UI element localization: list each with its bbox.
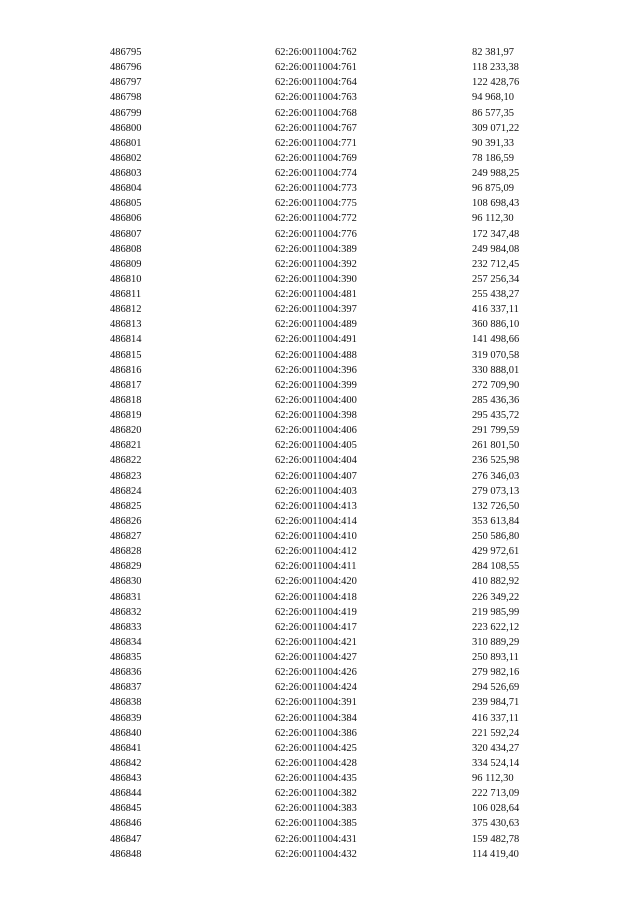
cadastral-value: 279 982,16	[472, 667, 520, 679]
record-number: 486818	[110, 394, 142, 406]
table-row	[0, 272, 640, 287]
cadastral-number: 62:26:0011004:775	[275, 198, 357, 210]
cadastral-value: 410 882,92	[472, 576, 520, 588]
cadastral-number: 62:26:0011004:420	[275, 576, 357, 588]
cadastral-value: 284 108,55	[472, 561, 520, 573]
cadastral-value: 250 893,11	[472, 652, 519, 663]
cadastral-value: 285 436,36	[472, 394, 520, 406]
cadastral-value: 250 586,80	[472, 531, 520, 542]
table-row	[0, 499, 640, 514]
table-row	[0, 680, 640, 695]
table-row	[0, 484, 640, 499]
table-row	[0, 317, 640, 332]
record-number: 486819	[110, 410, 142, 421]
cadastral-value: 295 435,72	[472, 410, 520, 421]
cadastral-value: 219 985,99	[472, 606, 520, 618]
cadastral-value: 78 186,59	[472, 152, 514, 164]
cadastral-value: 122 428,76	[472, 77, 520, 89]
record-number: 486814	[110, 334, 142, 346]
record-number: 486842	[110, 757, 142, 769]
cadastral-number: 62:26:0011004:410	[275, 531, 357, 542]
record-number: 486806	[110, 213, 142, 225]
cadastral-value: 416 337,11	[472, 304, 519, 316]
cadastral-value: 90 391,33	[472, 137, 514, 149]
cadastral-number: 62:26:0011004:398	[275, 410, 357, 421]
cadastral-value: 255 438,27	[472, 289, 520, 300]
cadastral-number: 62:26:0011004:427	[275, 652, 357, 663]
cadastral-number: 62:26:0011004:392	[275, 258, 357, 270]
cadastral-number: 62:26:0011004:764	[275, 77, 357, 89]
table-row	[0, 847, 640, 862]
cadastral-value: 82 381,97	[472, 47, 514, 58]
cadastral-value: 360 886,10	[472, 319, 520, 331]
cadastral-number: 62:26:0011004:414	[275, 515, 357, 527]
cadastral-number: 62:26:0011004:396	[275, 364, 357, 376]
cadastral-value: 223 622,12	[472, 621, 520, 633]
cadastral-value: 86 577,35	[472, 107, 514, 119]
table-row	[0, 438, 640, 453]
table-row	[0, 348, 640, 363]
table-row	[0, 75, 640, 90]
record-number: 486803	[110, 168, 142, 179]
cadastral-number: 62:26:0011004:412	[275, 546, 357, 558]
table-row	[0, 332, 640, 347]
cadastral-value: 429 972,61	[472, 546, 520, 558]
cadastral-number: 62:26:0011004:432	[275, 848, 357, 860]
cadastral-number: 62:26:0011004:419	[275, 606, 357, 618]
record-number: 486810	[110, 273, 142, 285]
cadastral-number: 62:26:0011004:421	[275, 636, 357, 648]
table-row	[0, 832, 640, 847]
record-number: 486827	[110, 531, 142, 542]
table-row	[0, 801, 640, 816]
cadastral-number: 62:26:0011004:431	[275, 833, 357, 845]
cadastral-number: 62:26:0011004:391	[275, 697, 357, 709]
table-row	[0, 60, 640, 75]
record-number: 486815	[110, 349, 142, 361]
table-row	[0, 726, 640, 741]
cadastral-number: 62:26:0011004:769	[275, 152, 357, 164]
record-number: 486817	[110, 379, 142, 391]
table-row	[0, 605, 640, 620]
table-row	[0, 816, 640, 831]
cadastral-value: 353 613,84	[472, 515, 520, 527]
cadastral-number: 62:26:0011004:386	[275, 727, 357, 739]
table-row	[0, 559, 640, 574]
cadastral-value: 261 801,50	[472, 440, 520, 452]
record-number: 486805	[110, 198, 142, 210]
table-row	[0, 650, 640, 665]
cadastral-number: 62:26:0011004:397	[275, 304, 357, 316]
cadastral-number: 62:26:0011004:767	[275, 122, 357, 134]
table-row	[0, 423, 640, 438]
cadastral-number: 62:26:0011004:424	[275, 682, 357, 694]
cadastral-value: 416 337,11	[472, 712, 519, 724]
table-row	[0, 529, 640, 544]
cadastral-number: 62:26:0011004:407	[275, 470, 357, 482]
record-number: 486843	[110, 773, 142, 784]
cadastral-value: 96 112,30	[472, 213, 514, 225]
cadastral-value: 294 526,69	[472, 682, 520, 694]
cadastral-value: 334 524,14	[472, 757, 520, 769]
cadastral-value: 310 889,29	[472, 636, 520, 648]
table-row	[0, 378, 640, 393]
cadastral-number: 62:26:0011004:768	[275, 107, 357, 119]
table-row	[0, 90, 640, 105]
cadastral-value: 375 430,63	[472, 818, 520, 830]
record-number: 486844	[110, 788, 142, 800]
cadastral-number: 62:26:0011004:404	[275, 455, 357, 467]
cadastral-value: 249 984,08	[472, 243, 520, 255]
cadastral-number: 62:26:0011004:488	[275, 349, 357, 361]
cadastral-value: 272 709,90	[472, 379, 520, 391]
cadastral-value: 249 988,25	[472, 168, 520, 179]
cadastral-value: 276 346,03	[472, 470, 520, 482]
table-row	[0, 469, 640, 484]
cadastral-number: 62:26:0011004:405	[275, 440, 357, 452]
table-row	[0, 287, 640, 302]
cadastral-value: 96 112,30	[472, 773, 514, 784]
table-row	[0, 242, 640, 257]
record-number: 486837	[110, 682, 142, 694]
cadastral-value: 159 482,78	[472, 833, 520, 845]
record-number: 486831	[110, 591, 142, 603]
cadastral-number: 62:26:0011004:481	[275, 289, 357, 300]
table-row	[0, 408, 640, 423]
record-number: 486828	[110, 546, 142, 558]
cadastral-value: 96 875,09	[472, 183, 514, 195]
table-row	[0, 166, 640, 181]
record-number: 486833	[110, 621, 142, 633]
record-number: 486820	[110, 425, 142, 437]
cadastral-value: 94 968,10	[472, 92, 514, 104]
cadastral-number: 62:26:0011004:426	[275, 667, 357, 679]
record-number: 486830	[110, 576, 142, 588]
table-row	[0, 544, 640, 559]
cadastral-value: 132 726,50	[472, 500, 520, 512]
cadastral-value: 232 712,45	[472, 258, 520, 270]
cadastral-number: 62:26:0011004:491	[275, 334, 357, 346]
cadastral-value: 141 498,66	[472, 334, 520, 346]
record-number: 486797	[110, 77, 142, 89]
record-number: 486845	[110, 803, 142, 815]
record-number: 486801	[110, 137, 142, 149]
cadastral-value: 236 525,98	[472, 455, 520, 467]
table-row	[0, 590, 640, 605]
cadastral-value: 279 073,13	[472, 485, 520, 497]
cadastral-value: 226 349,22	[472, 591, 520, 603]
cadastral-number: 62:26:0011004:390	[275, 273, 357, 285]
cadastral-value: 291 799,59	[472, 425, 520, 437]
cadastral-number: 62:26:0011004:763	[275, 92, 357, 104]
cadastral-value: 114 419,40	[472, 848, 519, 860]
record-number: 486839	[110, 712, 142, 724]
cadastral-value: 222 713,09	[472, 788, 520, 800]
record-number: 486835	[110, 652, 142, 663]
cadastral-number: 62:26:0011004:773	[275, 183, 357, 195]
table-row	[0, 695, 640, 710]
record-number: 486821	[110, 440, 142, 452]
cadastral-number: 62:26:0011004:761	[275, 62, 357, 74]
cadastral-value: 221 592,24	[472, 727, 520, 739]
cadastral-number: 62:26:0011004:762	[275, 47, 357, 58]
cadastral-value: 320 434,27	[472, 742, 520, 754]
cadastral-number: 62:26:0011004:771	[275, 137, 357, 149]
table-row	[0, 620, 640, 635]
cadastral-value: 118 233,38	[472, 62, 519, 74]
record-number: 486798	[110, 92, 142, 104]
record-number: 486813	[110, 319, 142, 331]
record-number: 486847	[110, 833, 142, 845]
record-number: 486841	[110, 742, 142, 754]
cadastral-value: 108 698,43	[472, 198, 520, 210]
cadastral-value: 319 070,58	[472, 349, 520, 361]
cadastral-number: 62:26:0011004:382	[275, 788, 357, 800]
table-row	[0, 453, 640, 468]
record-number: 486823	[110, 470, 142, 482]
cadastral-value: 239 984,71	[472, 697, 520, 709]
record-number: 486811	[110, 289, 142, 300]
record-number: 486812	[110, 304, 142, 316]
cadastral-number: 62:26:0011004:428	[275, 757, 357, 769]
table-row	[0, 151, 640, 166]
cadastral-number: 62:26:0011004:772	[275, 213, 357, 225]
cadastral-number: 62:26:0011004:425	[275, 742, 357, 754]
cadastral-number: 62:26:0011004:399	[275, 379, 357, 391]
record-number: 486809	[110, 258, 142, 270]
record-number: 486824	[110, 485, 142, 497]
cadastral-number: 62:26:0011004:489	[275, 319, 357, 331]
record-number: 486800	[110, 122, 142, 134]
record-number: 486838	[110, 697, 142, 709]
cadastral-number: 62:26:0011004:774	[275, 168, 357, 179]
cadastral-number: 62:26:0011004:385	[275, 818, 357, 830]
record-number: 486846	[110, 818, 142, 830]
cadastral-number: 62:26:0011004:411	[275, 561, 357, 573]
record-number: 486807	[110, 228, 142, 240]
table-row	[0, 635, 640, 650]
cadastral-number: 62:26:0011004:413	[275, 500, 357, 512]
cadastral-number: 62:26:0011004:776	[275, 228, 357, 240]
table-row	[0, 45, 640, 60]
table-row	[0, 574, 640, 589]
table-row	[0, 741, 640, 756]
cadastral-number: 62:26:0011004:406	[275, 425, 357, 437]
table-row	[0, 121, 640, 136]
cadastral-value: 106 028,64	[472, 803, 520, 815]
record-number: 486816	[110, 364, 142, 376]
cadastral-number: 62:26:0011004:383	[275, 803, 357, 815]
record-number: 486822	[110, 455, 142, 467]
cadastral-number: 62:26:0011004:384	[275, 712, 357, 724]
table-row	[0, 771, 640, 786]
table-row	[0, 211, 640, 226]
record-number: 486834	[110, 636, 142, 648]
record-number: 486808	[110, 243, 142, 255]
record-number: 486829	[110, 561, 142, 573]
table-row	[0, 302, 640, 317]
table-row	[0, 106, 640, 121]
table-row	[0, 363, 640, 378]
record-number: 486826	[110, 515, 142, 527]
table-row	[0, 196, 640, 211]
table-row	[0, 136, 640, 151]
table-row	[0, 514, 640, 529]
cadastral-value: 257 256,34	[472, 273, 520, 285]
record-number: 486840	[110, 727, 142, 739]
table-row	[0, 665, 640, 680]
table-row	[0, 711, 640, 726]
table-row	[0, 181, 640, 196]
table-row	[0, 786, 640, 801]
cadastral-number: 62:26:0011004:417	[275, 621, 357, 633]
record-table	[0, 45, 640, 862]
record-number: 486848	[110, 848, 142, 860]
record-number: 486804	[110, 183, 142, 195]
cadastral-number: 62:26:0011004:389	[275, 243, 357, 255]
cadastral-number: 62:26:0011004:400	[275, 394, 357, 406]
record-number: 486836	[110, 667, 142, 679]
cadastral-number: 62:26:0011004:403	[275, 485, 357, 497]
cadastral-number: 62:26:0011004:418	[275, 591, 357, 603]
cadastral-number: 62:26:0011004:435	[275, 773, 357, 784]
table-row	[0, 756, 640, 771]
record-number: 486799	[110, 107, 142, 119]
record-number: 486832	[110, 606, 142, 618]
record-number: 486796	[110, 62, 142, 74]
table-row	[0, 257, 640, 272]
table-row	[0, 227, 640, 242]
cadastral-value: 172 347,48	[472, 228, 520, 240]
table-row	[0, 393, 640, 408]
record-number: 486795	[110, 47, 142, 58]
cadastral-value: 309 071,22	[472, 122, 520, 134]
cadastral-value: 330 888,01	[472, 364, 520, 376]
record-number: 486802	[110, 152, 142, 164]
record-number: 486825	[110, 500, 142, 512]
